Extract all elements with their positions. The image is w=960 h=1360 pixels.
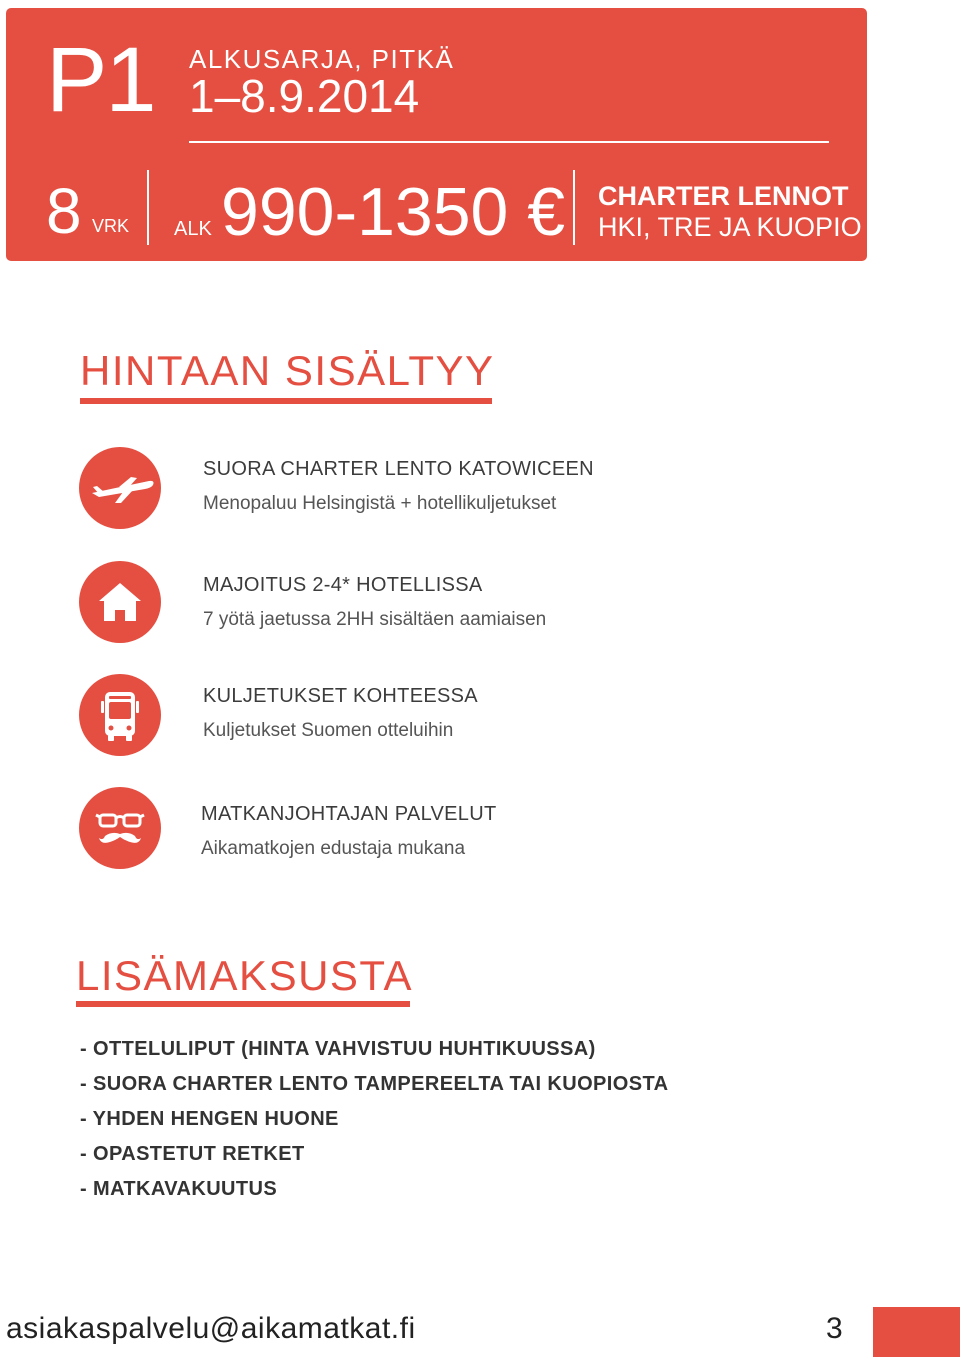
- flights-title: CHARTER LENNOT: [598, 181, 849, 211]
- flights-cities: HKI, TRE JA KUOPIO: [598, 212, 862, 242]
- trip-header-card: [6, 8, 867, 261]
- extras-heading: LISÄMAKSUSTA: [76, 952, 413, 999]
- included-heading: HINTAAN SISÄLTYY: [80, 347, 495, 394]
- feature-title: MATKANJOHTAJAN PALVELUT: [201, 803, 497, 825]
- bus-icon: [79, 674, 161, 756]
- included-heading-underline: [80, 398, 492, 404]
- feature-description: Aikamatkojen edustaja mukana: [201, 838, 466, 859]
- feature-description: Kuljetukset Suomen otteluihin: [203, 720, 454, 741]
- trip-series: ALKUSARJA, PITKÄ: [189, 44, 455, 74]
- extras-item: - OPASTETUT RETKET: [80, 1143, 305, 1165]
- extras-item: - MATKAVAKUUTUS: [80, 1178, 278, 1200]
- trip-days: 8: [46, 175, 82, 247]
- footer-accent-block: [873, 1307, 960, 1357]
- feature-title: SUORA CHARTER LENTO KATOWICEEN: [203, 458, 594, 480]
- footer-email[interactable]: asiakaspalvelu@aikamatkat.fi: [6, 1312, 416, 1345]
- trip-code: P1: [46, 29, 155, 131]
- price-prefix: ALK: [174, 218, 212, 240]
- extras-item: - OTTELULIPUT (HINTA VAHVISTUU HUHTIKUUSSA): [80, 1038, 596, 1060]
- trip-price: 990-1350 €: [221, 174, 566, 250]
- trip-dates: 1–8.9.2014: [189, 70, 420, 122]
- page-number: 3: [826, 1312, 843, 1345]
- extras-item: - YHDEN HENGEN HUONE: [80, 1108, 339, 1130]
- header-separator: [147, 170, 149, 245]
- airplane-icon: [79, 447, 161, 529]
- house-icon: [79, 561, 161, 643]
- feature-title: KULJETUKSET KOHTEESSA: [203, 685, 478, 707]
- extras-heading-underline: [76, 1001, 410, 1007]
- trip-days-unit: VRK: [92, 216, 130, 236]
- extras-item: - SUORA CHARTER LENTO TAMPEREELTA TAI KUOPIOSTA: [80, 1073, 669, 1095]
- feature-description: 7 yötä jaetussa 2HH sisältäen aamiaisen: [203, 609, 547, 630]
- feature-title: MAJOITUS 2-4* HOTELLISSA: [203, 574, 483, 596]
- glasses-mustache-icon: [79, 787, 161, 869]
- header-divider: [189, 141, 829, 143]
- feature-description: Menopaluu Helsingistä + hotellikuljetukset: [203, 493, 557, 514]
- header-separator: [573, 170, 575, 245]
